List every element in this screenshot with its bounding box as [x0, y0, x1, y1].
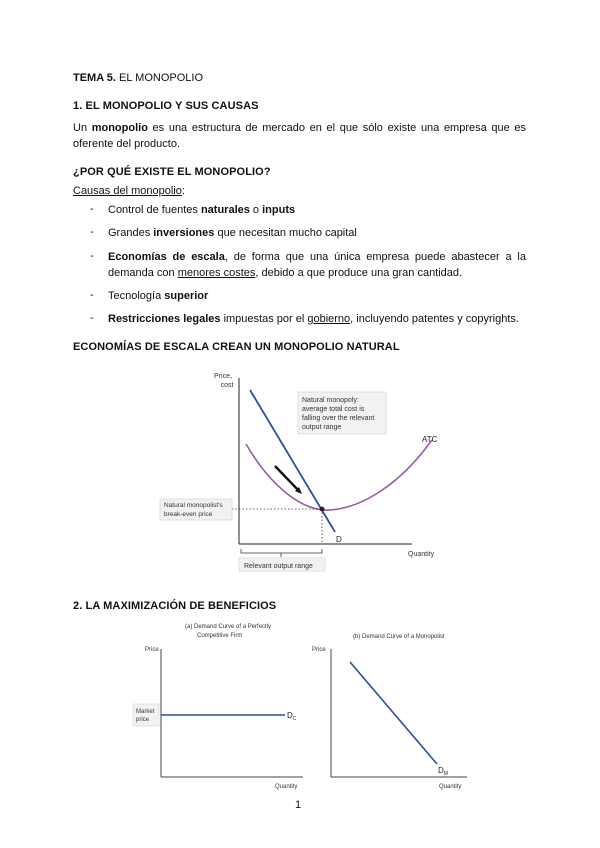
note-line-2: average total cost is	[302, 406, 365, 413]
note-line-3: falling over the relevant	[302, 415, 375, 422]
def-bold: monopolio	[91, 122, 148, 134]
demand-label: D	[336, 535, 342, 544]
bullet-dash: -	[90, 289, 94, 301]
y-axis-label-1: Price,	[214, 373, 232, 380]
section1-heading: 1. EL MONOPOLIO Y SUS CAUSAS	[73, 100, 259, 112]
def-start: Un	[73, 122, 92, 134]
cause-item-3: Economías de escala, de forma que una única empresa puede abastecer a la demanda con menores costes, debido a que produce una gran cantidad.	[108, 251, 526, 279]
left-title-1: (a) Demand Curve of a Perfectly	[185, 624, 272, 630]
right-x-label: Quantity	[439, 784, 462, 790]
note-line-1: Natural monopoly:	[302, 397, 359, 404]
equilibrium-point	[320, 507, 325, 512]
bullet-dash: -	[90, 250, 94, 262]
dm-label: $D_M$	[438, 766, 448, 777]
market-price-2: price	[136, 717, 150, 723]
range-label: Relevant output range	[244, 563, 313, 570]
def-rest: es una estructura de mercado en el que sólo existe una empresa que es oferente del producto.	[73, 122, 526, 150]
dc-label: $D_C$	[287, 711, 297, 722]
left-x-label: Quantity	[275, 784, 298, 790]
cause-item-1: Control de fuentes naturales o inputs	[108, 204, 296, 216]
economies-heading: ECONOMÍAS DE ESCALA CREAN UN MONOPOLIO NATURAL	[73, 341, 400, 353]
natural-monopoly-graph	[150, 362, 450, 574]
range-bracket	[241, 549, 322, 553]
title-bold: TEMA 5.	[73, 72, 116, 84]
y-axis-label-2: cost	[220, 382, 234, 389]
causes-label	[73, 183, 185, 199]
right-title: (b) Demand Curve of a Monopolist	[353, 634, 445, 640]
left-title-2: Competitive Firm	[197, 633, 243, 639]
falling-atc-arrow	[275, 466, 300, 492]
x-axis-label: Quantity	[408, 551, 435, 558]
atc-curve	[246, 440, 432, 510]
page-number: 1	[295, 799, 302, 811]
cause-item-5: Restricciones legales impuestas por el gobierno, incluyendo patentes y copyrights.	[108, 313, 519, 325]
right-y-label: Price	[312, 647, 326, 653]
why-heading: ¿POR QUÉ EXISTE EL MONOPOLIO?	[73, 166, 271, 178]
bullet-dash: -	[90, 226, 94, 238]
document-title	[73, 70, 203, 86]
bullet-dash: -	[90, 203, 94, 215]
causes-colon: :	[181, 185, 185, 197]
cause-item-2: Grandes inversiones que necesitan mucho capital	[108, 227, 357, 239]
section2-heading: 2. LA MAXIMIZACIÓN DE BENEFICIOS	[73, 600, 277, 612]
causes-label-text: Causas del monopolio	[73, 185, 182, 197]
title-rest: EL MONOPOLIO	[116, 72, 204, 84]
demand-comparison-graphs	[125, 616, 475, 796]
price-box-line-2: break-even price	[164, 511, 213, 518]
note-line-4: output range	[302, 424, 342, 431]
monopolist-demand-line	[350, 662, 437, 764]
market-price-1: Market	[136, 709, 155, 715]
bullet-dash: -	[90, 312, 94, 324]
left-y-label: Price	[145, 647, 159, 653]
monopoly-definition	[73, 120, 526, 152]
cause-item-4: Tecnología superior	[108, 290, 209, 302]
atc-label: ATC	[422, 435, 438, 444]
price-box-line-1: Natural monopolist's	[164, 502, 223, 509]
